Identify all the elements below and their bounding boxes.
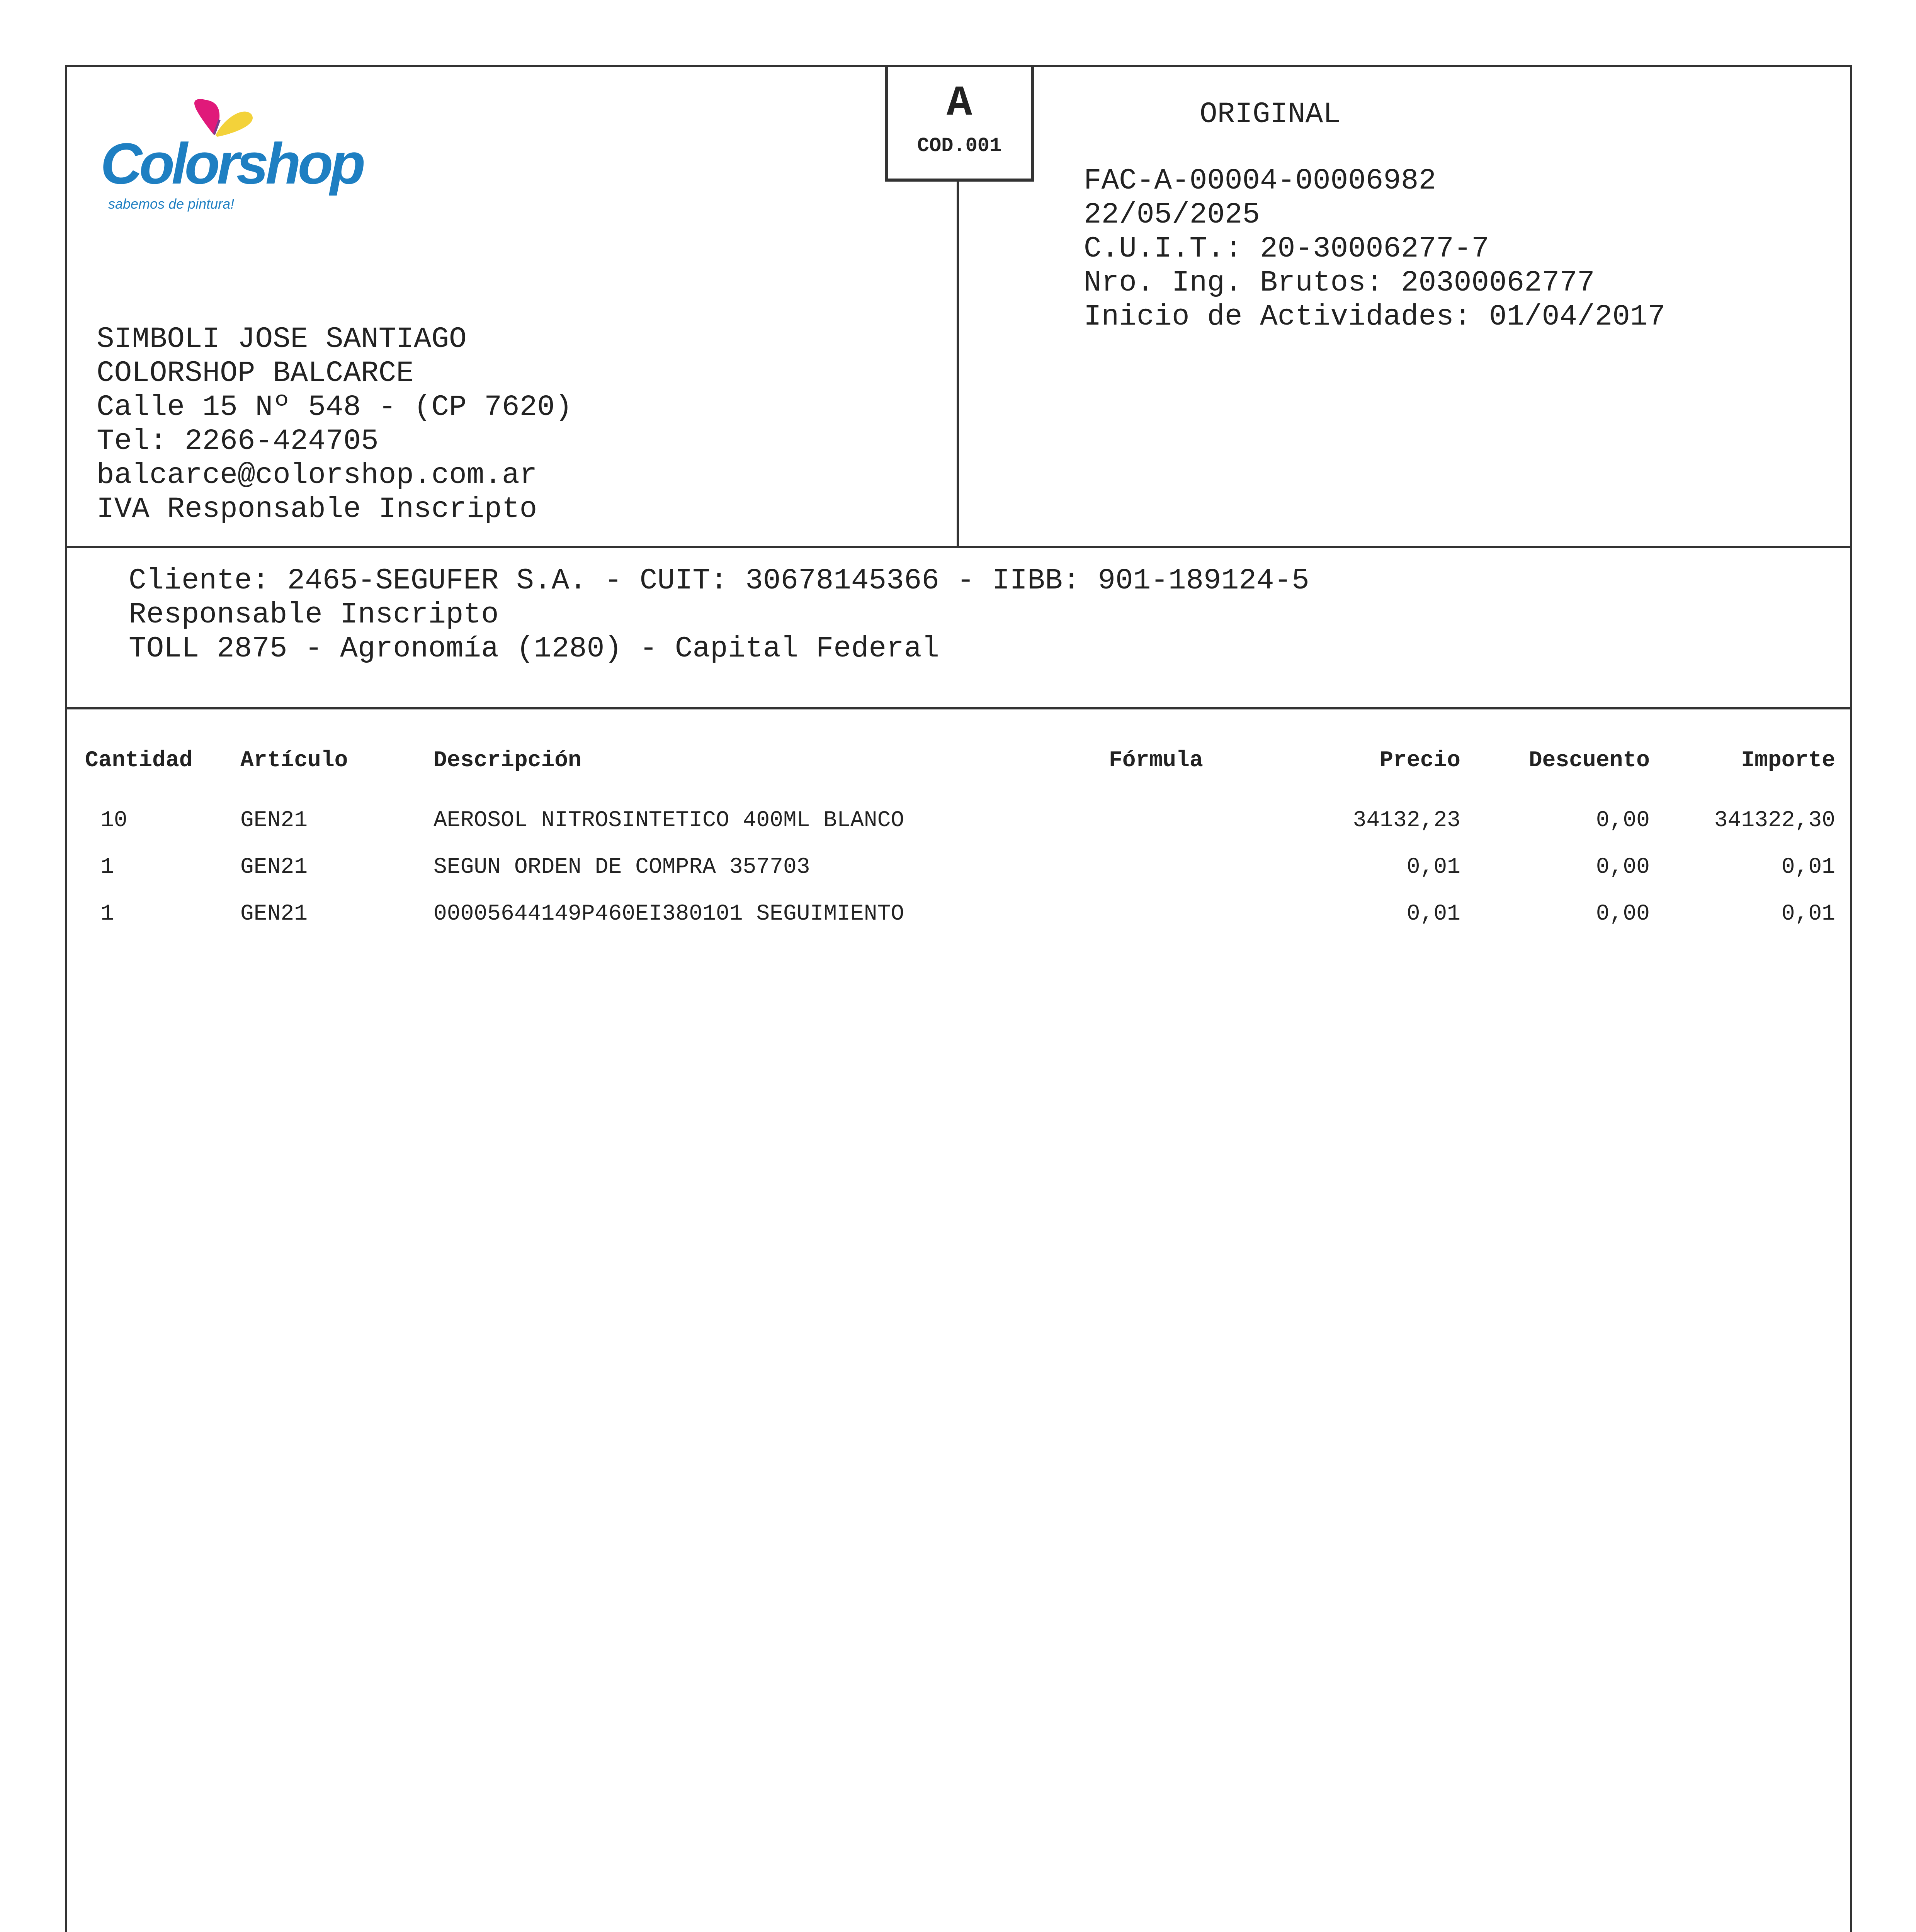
invoice-letter: A xyxy=(946,80,972,128)
seller-store: COLORSHOP BALCARCE xyxy=(97,357,414,390)
cell-precio: 0,01 xyxy=(1406,855,1460,880)
activity-start: Inicio de Actividades: 01/04/2017 xyxy=(1084,300,1666,333)
cell-importe: 0,01 xyxy=(1781,855,1835,880)
cell-descripcion: AEROSOL NITROSINTETICO 400ML BLANCO xyxy=(434,808,904,833)
client-line-3: TOLL 2875 - Agronomía (1280) - Capital Federal xyxy=(129,632,939,665)
copy-label: ORIGINAL xyxy=(1200,98,1341,131)
col-cantidad: Cantidad xyxy=(85,748,193,773)
header-bottom-rule xyxy=(65,546,1852,548)
cell-articulo: GEN21 xyxy=(240,901,308,927)
cell-importe: 341322,30 xyxy=(1714,808,1835,833)
cell-descripcion: SEGUN ORDEN DE COMPRA 357703 xyxy=(434,855,810,880)
invoice-code: COD.001 xyxy=(917,134,1002,157)
cell-cantidad: 10 xyxy=(100,808,128,833)
cell-importe: 0,01 xyxy=(1781,901,1835,927)
cell-descripcion: 00005644149P460EI380101 SEGUIMIENTO xyxy=(434,901,904,927)
issuer-iibb: Nro. Ing. Brutos: 20300062777 xyxy=(1084,266,1595,299)
invoice-date: 22/05/2025 xyxy=(1084,198,1260,231)
colorshop-logo xyxy=(97,97,362,224)
logo-wordmark: Colorshop xyxy=(100,131,362,196)
col-importe: Importe xyxy=(1741,748,1835,773)
issuer-cuit: C.U.I.T.: 20-30006277-7 xyxy=(1084,232,1489,265)
seller-email: balcarce@colorshop.com.ar xyxy=(97,459,537,492)
cell-cantidad: 1 xyxy=(100,855,114,880)
col-formula: Fórmula xyxy=(1109,748,1203,773)
seller-tax-status: IVA Responsable Inscripto xyxy=(97,493,537,526)
cell-descuento: 0,00 xyxy=(1596,901,1650,927)
header-divider xyxy=(957,182,959,547)
seller-address: Calle 15 Nº 548 - (CP 7620) xyxy=(97,391,573,424)
cell-precio: 34132,23 xyxy=(1353,808,1460,833)
cell-articulo: GEN21 xyxy=(240,808,308,833)
logo-tagline: sabemos de pintura! xyxy=(108,196,235,212)
col-descuento: Descuento xyxy=(1528,748,1650,773)
col-articulo: Artículo xyxy=(240,748,348,773)
col-precio: Precio xyxy=(1380,748,1460,773)
cell-precio: 0,01 xyxy=(1406,901,1460,927)
seller-name: SIMBOLI JOSE SANTIAGO xyxy=(97,323,467,356)
col-descripcion: Descripción xyxy=(434,748,581,773)
cell-descuento: 0,00 xyxy=(1596,855,1650,880)
seller-phone: Tel: 2266-424705 xyxy=(97,425,379,458)
invoice-number: FAC-A-00004-00006982 xyxy=(1084,164,1437,197)
cell-cantidad: 1 xyxy=(100,901,114,927)
client-bottom-rule xyxy=(65,707,1852,709)
cell-articulo: GEN21 xyxy=(240,855,308,880)
cell-descuento: 0,00 xyxy=(1596,808,1650,833)
client-line-1: Cliente: 2465-SEGUFER S.A. - CUIT: 30678145366 - IIBB: 901-189124-5 xyxy=(129,564,1309,597)
client-line-2: Responsable Inscripto xyxy=(129,598,499,631)
invoice-type-badge xyxy=(885,65,1034,182)
